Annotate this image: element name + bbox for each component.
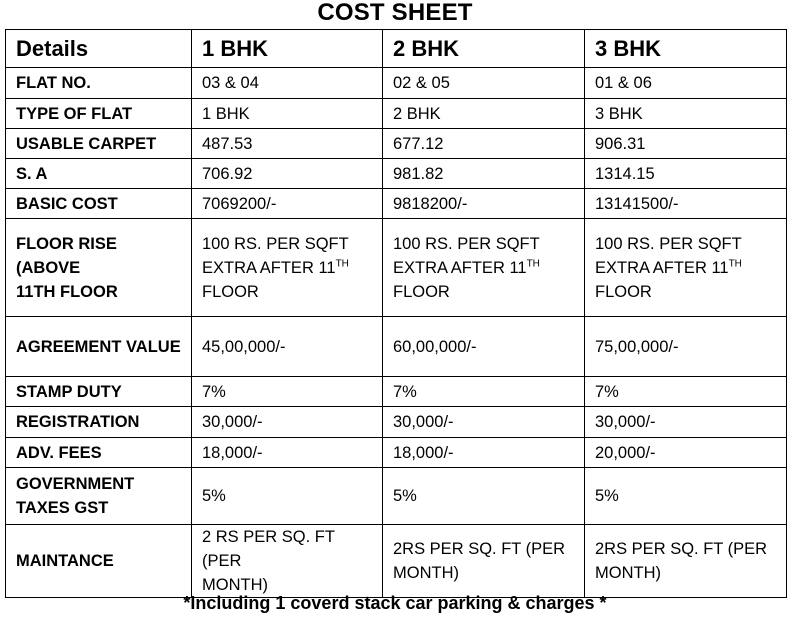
cell-value — [383, 219, 585, 317]
value-text: EXTRA AFTER 11 — [393, 258, 527, 277]
value-line: 2RS PER SQ. FT (PER — [393, 540, 566, 558]
row-label-flat-no: FLAT NO. — [6, 68, 192, 99]
value-line — [595, 256, 778, 280]
value-text: EXTRA AFTER 11 — [202, 258, 336, 277]
cell-value: 60,00,000/- — [383, 317, 585, 377]
table-row — [6, 525, 787, 598]
cell-value: 2 BHK — [383, 99, 585, 129]
label-line: TAXES GST — [16, 499, 109, 517]
page-title: COST SHEET — [317, 0, 473, 26]
cell-value: 1 BHK — [192, 99, 383, 129]
cell-value: 03 & 04 — [192, 68, 383, 99]
value-line: 100 RS. PER SQFT — [393, 234, 540, 253]
row-label-usable-carpet: USABLE CARPET — [6, 129, 192, 159]
value-line: MONTH) — [595, 564, 661, 582]
table-row — [6, 68, 787, 99]
cell-value: 981.82 — [383, 159, 585, 189]
cell-value — [192, 525, 383, 598]
cell-value: 7% — [585, 377, 787, 407]
cell-value — [383, 525, 585, 598]
cell-value: 5% — [192, 468, 383, 525]
cell-value: 45,00,000/- — [192, 317, 383, 377]
cell-value: 7% — [383, 377, 585, 407]
cell-value: 18,000/- — [192, 438, 383, 468]
value-line: FLOOR — [202, 282, 259, 301]
row-label-maintenance: MAINTANCE — [6, 525, 192, 598]
row-label-floor-rise — [6, 219, 192, 317]
cell-value: 706.92 — [192, 159, 383, 189]
cell-value: 7069200/- — [192, 189, 383, 219]
table-row — [6, 219, 787, 317]
table-row — [6, 438, 787, 468]
cell-value — [585, 525, 787, 598]
value-line — [393, 256, 576, 280]
cell-value: 13141500/- — [585, 189, 787, 219]
label-line: 11TH FLOOR — [16, 282, 118, 301]
cell-value: 75,00,000/- — [585, 317, 787, 377]
value-line: FLOOR — [393, 282, 450, 301]
value-line: MONTH) — [393, 564, 459, 582]
value-line: 2RS PER SQ. FT (PER — [595, 540, 768, 558]
cell-value: 487.53 — [192, 129, 383, 159]
cell-value: 30,000/- — [585, 407, 787, 438]
cell-value: 20,000/- — [585, 438, 787, 468]
value-line: FLOOR — [595, 282, 652, 301]
superscript: TH — [335, 258, 349, 269]
table-row — [6, 129, 787, 159]
value-text: EXTRA AFTER 11 — [595, 258, 729, 277]
header-1bhk: 1 BHK — [192, 30, 383, 68]
table-row — [6, 468, 787, 525]
cell-value: 677.12 — [383, 129, 585, 159]
cell-value: 02 & 05 — [383, 68, 585, 99]
value-line — [202, 256, 374, 280]
cell-value: 18,000/- — [383, 438, 585, 468]
table-row — [6, 159, 787, 189]
cell-value: 30,000/- — [383, 407, 585, 438]
row-label-sa: S. A — [6, 159, 192, 189]
row-label-agreement-value: AGREEMENT VALUE — [6, 317, 192, 377]
row-label-adv-fees: ADV. FEES — [6, 438, 192, 468]
value-line: 100 RS. PER SQFT — [202, 234, 349, 253]
cost-sheet-table — [5, 29, 787, 598]
label-line: GOVERNMENT — [16, 475, 135, 493]
value-line: 100 RS. PER SQFT — [595, 234, 742, 253]
cell-value: 7% — [192, 377, 383, 407]
row-label-basic-cost: BASIC COST — [6, 189, 192, 219]
superscript: TH — [526, 258, 540, 269]
row-label-stamp-duty: STAMP DUTY — [6, 377, 192, 407]
table-header-row — [6, 30, 787, 68]
cell-value: 5% — [383, 468, 585, 525]
cell-value: 30,000/- — [192, 407, 383, 438]
table-row — [6, 99, 787, 129]
table-row — [6, 317, 787, 377]
cell-value: 906.31 — [585, 129, 787, 159]
cell-value: 9818200/- — [383, 189, 585, 219]
cell-value — [585, 219, 787, 317]
row-label-gst — [6, 468, 192, 525]
table-row — [6, 189, 787, 219]
cell-value: 3 BHK — [585, 99, 787, 129]
cell-value: 1314.15 — [585, 159, 787, 189]
table-row — [6, 407, 787, 438]
table-row — [6, 377, 787, 407]
label-line: FLOOR RISE (ABOVE — [16, 234, 117, 277]
header-3bhk: 3 BHK — [585, 30, 787, 68]
row-label-type-of-flat: TYPE OF FLAT — [6, 99, 192, 129]
cell-value: 5% — [585, 468, 787, 525]
row-label-registration: REGISTRATION — [6, 407, 192, 438]
header-details: Details — [6, 30, 192, 68]
value-line: 2 RS PER SQ. FT (PER — [202, 528, 335, 570]
footer-note: *Including 1 coverd stack car parking & charges * — [183, 593, 607, 613]
cell-value: 01 & 06 — [585, 68, 787, 99]
superscript: TH — [728, 258, 742, 269]
header-2bhk: 2 BHK — [383, 30, 585, 68]
value-line: MONTH) — [202, 576, 268, 594]
cell-value — [192, 219, 383, 317]
